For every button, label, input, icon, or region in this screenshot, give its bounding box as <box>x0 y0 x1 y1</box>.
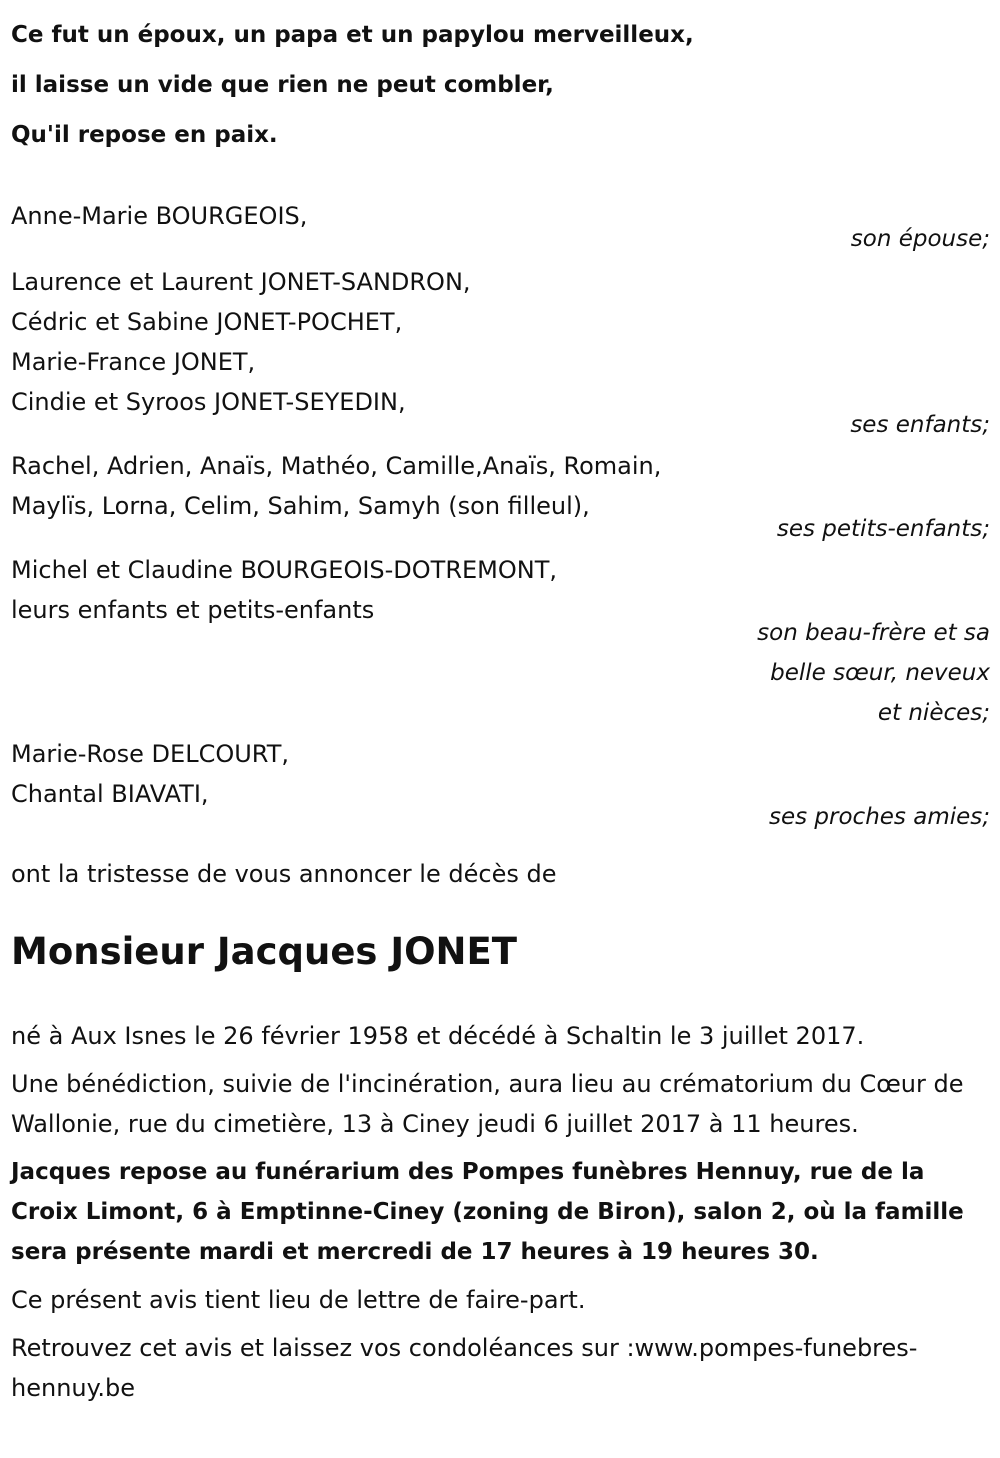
mourner-name: Michel et Claudine BOURGEOIS-DOTREMONT, <box>11 556 558 584</box>
mourner-name: Laurence et Laurent JONET-SANDRON, <box>11 268 471 296</box>
mourner-name: Cindie et Syroos JONET-SEYEDIN, <box>11 388 406 416</box>
relationship-label <box>11 613 990 733</box>
ceremony-info: Une bénédiction, suivie de l'incinération, aura lieu au crématorium du Cœur de Wallonie, rue du cimetière, 13 à Ciney jeudi 6 juillet 2017 à 11 heures. <box>11 1070 964 1138</box>
relationship-line: belle sœur, neveux <box>770 660 990 686</box>
mourner-name: leurs enfants et petits-enfants <box>11 596 375 624</box>
mourner-name: Marie-Rose DELCOURT, <box>11 740 290 768</box>
mourner-group-in-laws <box>11 550 990 733</box>
poem-line: il laisse un vide que rien ne peut combler, <box>11 72 554 98</box>
mourner-name: Marie-France JONET, <box>11 348 256 376</box>
relationship-line: et nièces; <box>877 700 990 726</box>
relationship-line: son beau-frère et sa <box>757 620 990 646</box>
poem <box>11 0 990 160</box>
relationship-line: son épouse; <box>850 226 990 252</box>
poem-line: Ce fut un époux, un papa et un papylou merveilleux, <box>11 22 694 48</box>
mourner-name: Cédric et Sabine JONET-POCHET, <box>11 308 403 336</box>
condolences-text: Retrouvez cet avis et laissez vos condoléances sur :www.pompes-funebres-hennuy.be <box>11 1334 918 1402</box>
deceased-name: Monsieur Jacques JONET <box>11 930 518 973</box>
funerarium-info: Jacques repose au funérarium des Pompes funèbres Hennuy, rue de la Croix Limont, 6 à Emptinne-Ciney (zoning de Biron), salon 2, où la famille sera présente mardi et mercredi de 17 heures à 19 heures 30. <box>11 1159 964 1265</box>
mourner-group-children <box>11 262 990 445</box>
mourner-group-spouse <box>11 196 990 259</box>
mourner-group-friends <box>11 734 990 837</box>
notice-text: Ce présent avis tient lieu de lettre de faire-part. <box>11 1286 586 1314</box>
relationship-line: ses proches amies; <box>769 804 990 830</box>
announcement-intro: ont la tristesse de vous annoncer le décès de <box>11 860 557 888</box>
relationship-line: ses petits-enfants; <box>776 516 990 542</box>
mourner-name: Maylïs, Lorna, Celim, Sahim, Samyh (son filleul), <box>11 492 590 520</box>
mourner-names <box>11 262 990 422</box>
mourner-group-grandchildren <box>11 446 990 549</box>
mourner-name: Chantal BIAVATI, <box>11 780 209 808</box>
relationship-line: ses enfants; <box>850 412 990 438</box>
birth-death-info: né à Aux Isnes le 26 février 1958 et décédé à Schaltin le 3 juillet 2017. <box>11 1022 865 1050</box>
poem-line: Qu'il repose en paix. <box>11 122 278 148</box>
mourner-name: Rachel, Adrien, Anaïs, Mathéo, Camille,Anaïs, Romain, <box>11 452 662 480</box>
mourner-name: Anne-Marie BOURGEOIS, <box>11 202 308 230</box>
